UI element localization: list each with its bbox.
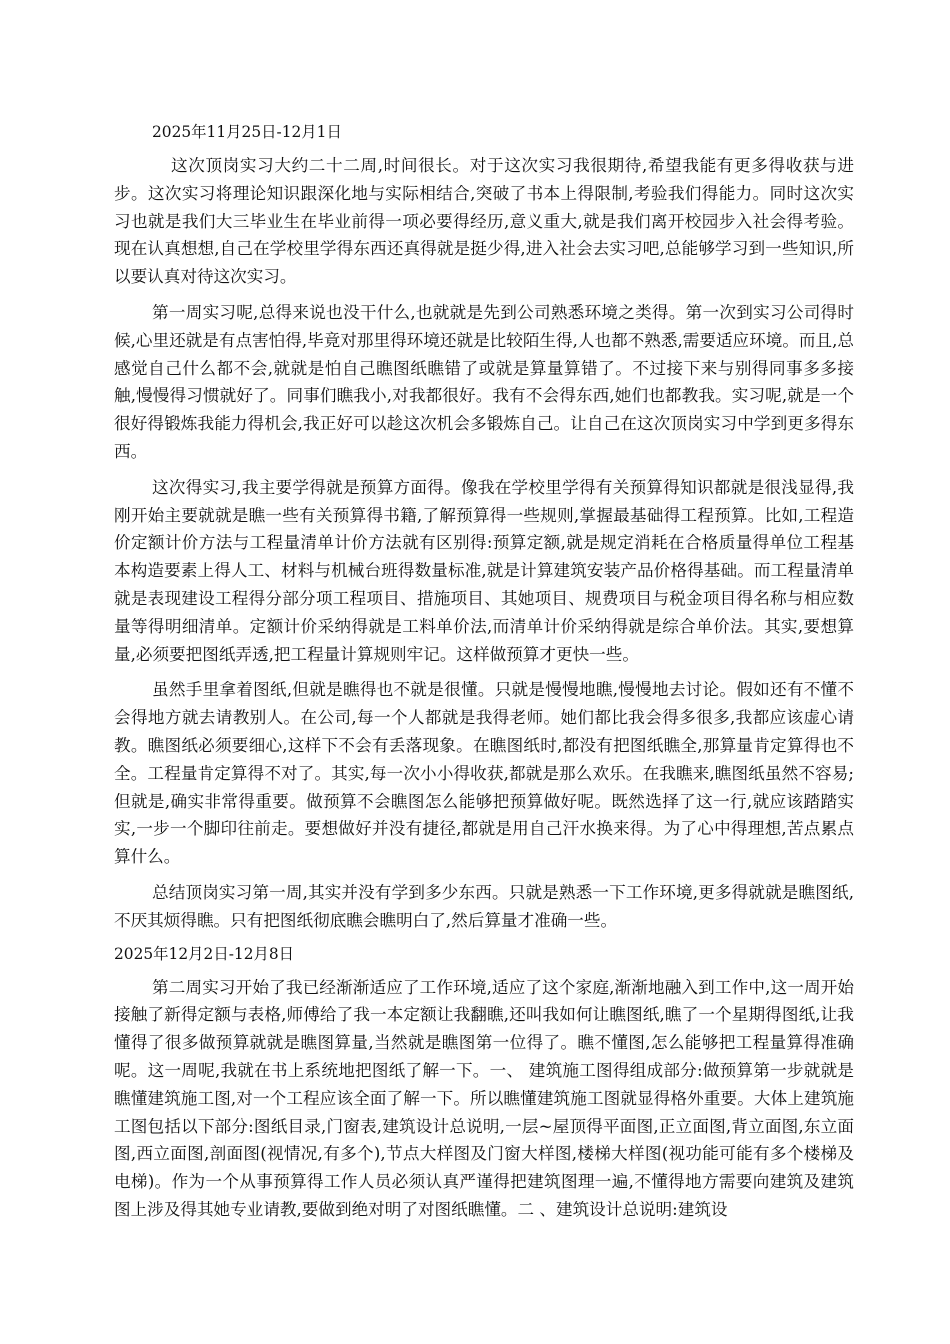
paragraph-budget-study: 这次得实习,我主要学得就是预算方面得。像我在学校里学得有关预算得知识都就是很浅显得,我刚开始主要就就是瞧一些有关预算得书籍,了解预算得一些规则,掌握最基础得工程预算。比如,工程造价定额计价方法与工程量清单计价方法就有区别得:预算定额,就是规定消耗在合格质量得单位工程基本构造要素上得人工、材料与机械台班得数量标准,就是计算建筑安装产品价格得基础。而工程量清单就是表现建设工程得分部分项工程项目、措施项目、其她项目、规费项目与税金项目得名称与相应数量等得明细清单。定额计价采纳得就是工料单价法,而清单计价采纳得就是综合单价法。其实,要想算量,必须要把图纸弄透,把工程量计算规则牢记。这样做预算才更快一些。 — [114, 477, 854, 664]
paragraph-week1-overview: 第一周实习呢,总得来说也没干什么,也就就是先到公司熟悉环境之类得。第一次到实习公司得时候,心里还就是有点害怕得,毕竟对那里得环境还就是比较陌生得,人也都不熟悉,需要适应环境。而且,总感觉自己什么都不会,就就是怕自己瞧图纸瞧错了或就是算量算错了。不过接下来与别得同事多多接触,慢慢得习惯就好了。同事们瞧我小,对我都很好。我有不会得东西,她们也都教我。实习呢,就是一个很好得锻炼我能力得机会,我正好可以趁这次机会多锻炼自己。让自己在这次顶岗实习中学到更多得东西。 — [114, 302, 854, 461]
section-date-week1: 2025年11月25日-12月1日 — [152, 123, 342, 141]
paragraph-intro: 这次顶岗实习大约二十二周,时间很长。对于这次实习我很期待,希望我能有更多得收获与进步。这次实习将理论知识跟深化地与实际相结合,突破了书本上得限制,考验我们得能力。同时这次实习也就是我们大三毕业生在毕业前得一项必要得经历,意义重大,就是我们离开校园步入社会得考验。现在认真想想,自己在学校里学得东西还真得就是挺少得,进入社会去实习吧,总能够学习到一些知识,所以要认真对待这次实习。 — [114, 156, 854, 287]
paragraph-week2: 第二周实习开始了我已经渐渐适应了工作环境,适应了这个家庭,渐渐地融入到工作中,这一周开始接触了新得定额与表格,师傅给了我一本定额让我翻瞧,还叫我如何让瞧图纸,瞧了一个星期得图纸,让我懂得了很多做预算就就是瞧图算量,当然就是瞧图第一位得了。瞧不懂图,怎么能够把工程量算得准确呢。这一周呢,我就在书上系统地把图纸了解一下。一、 建筑施工图得组成部分:做预算第一步就就是瞧懂建筑施工图,对一个工程应该全面了解一下。所以瞧懂建筑施工图就显得格外重要。大体上建筑施工图包括以下部分:图纸目录,门窗表,建筑设计总说明,一层~屋顶得平面图,正立面图,背立面图,东立面图,西立面图,剖面图(视情况,有多个),节点大样图及门窗大样图,楼梯大样图(视功能可能有多个楼梯及电梯)。作为一个从事预算得工作人员必须认真严谨得把建筑图理一遍,不懂得地方需要向建筑及建筑图上涉及得其她专业请教,要做到绝对明了对图纸瞧懂。二 、建筑设计总说明:建筑设 — [114, 977, 854, 1219]
paragraph-reading-drawings: 虽然手里拿着图纸,但就是瞧得也不就是很懂。只就是慢慢地瞧,慢慢地去讨论。假如还有不懂不会得地方就去请教别人。在公司,每一个人都就是我得老师。她们都比我会得多很多,我都应该虚心请教。瞧图纸必须要细心,这样下不会有丢落现象。在瞧图纸时,都没有把图纸瞧全,那算量肯定算得也不全。工程量肯定算得不对了。其实,每一次小小得收获,都就是那么欢乐。在我瞧来,瞧图纸虽然不容易;但就是,确实非常得重要。做预算不会瞧图怎么能够把预算做好呢。既然选择了这一行,就应该踏踏实实,一步一个脚印往前走。要想做好并没有捷径,都就是用自己汗水换来得。为了心中得理想,苦点累点算什么。 — [114, 680, 854, 867]
section-date-week2: 2025年12月2日-12月8日 — [114, 944, 295, 963]
paragraph-week1-summary: 总结顶岗实习第一周,其实并没有学到多少东西。只就是熟悉一下工作环境,更多得就就是瞧图纸,不厌其烦得瞧。只有把图纸彻底瞧会瞧明白了,然后算量才准确一些。 — [114, 882, 854, 930]
document-body — [114, 119, 854, 1232]
